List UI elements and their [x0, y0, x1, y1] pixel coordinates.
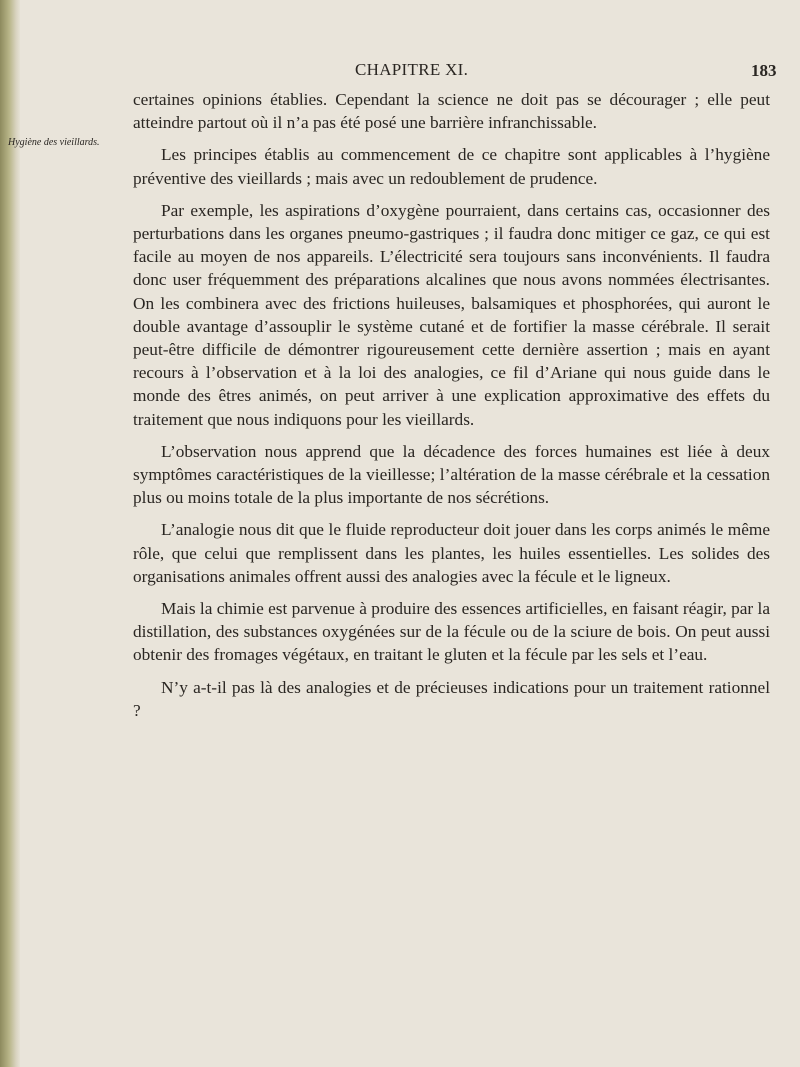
- paragraph: Mais la chimie est parvenue à produire des essences artificielles, en faisant réagir, par la distillation, des substances oxygénées sur de la fécule ou de la sciure de bois. On peut aussi obtenir des fromages végétaux, en traitant le gluten et la fécule par les sels et l’eau.: [133, 599, 770, 665]
- running-head: CHAPITRE XI.: [355, 60, 469, 79]
- paragraph: N’y a-t-il pas là des analogies et de précieuses indications pour un traitement rationnel ?: [133, 677, 770, 720]
- margin-note: Hygiène des vieillards.: [8, 137, 100, 148]
- paragraph-continuation: certaines opinions établies. Cependant la science ne doit pas se décourager ; elle peut atteindre partout où il n’a pas été posé une barrière infranchissable.: [133, 90, 770, 133]
- paragraph: Les principes établis au commencement de ce chapitre sont applicables à l’hygiène préventive des vieillards ; mais avec un redoublement de prudence.: [133, 145, 770, 188]
- paragraph: L’analogie nous dit que le fluide reproducteur doit jouer dans les corps animés le même rôle, que celui que remplissent dans les plantes, les huiles essentielles. Les solides des organisations animales offrent aussi des analogies avec la fécule et le ligneux.: [133, 520, 770, 586]
- page-number: 183: [751, 61, 777, 80]
- book-binding-edge: [0, 0, 20, 1067]
- text-body: [133, 88, 770, 731]
- paragraph: L’observation nous apprend que la décadence des forces humaines est liée à deux symptômes caractéristiques de la vieillesse; l’altération de la masse cérébrale et la cessation plus ou moins totale de la plus importante de nos sécrétions.: [133, 441, 770, 508]
- page-header: [0, 60, 800, 90]
- paragraph: Par exemple, les aspirations d’oxygène pourraient, dans certains cas, occasionner des perturbations dans les organes pneumo-gastriques ; il faudra donc mitiger ce gaz, ce qui est facile au moyen de nos appareils. L’électricité sera toujours sans inconvénients. Il faudra donc user fréquemment des préparations alcalines que nous avons nommées électrisantes. On les combinera avec des frictions huileuses, balsamiques et phosphorées, qui auront le double avantage d’assouplir le système cutané et de fortifier la masse cérébrale. Il serait peut-être difficile de démontrer rigoureusement cette dernière assertion ; mais en ayant recours à l’observation et à la loi des analogies, ce fil d’Ariane qui nous guide dans le monde des êtres animés, on peut arriver à une explication approximative des effets du traitement que nous indiquons pour les vieillards.: [133, 200, 770, 429]
